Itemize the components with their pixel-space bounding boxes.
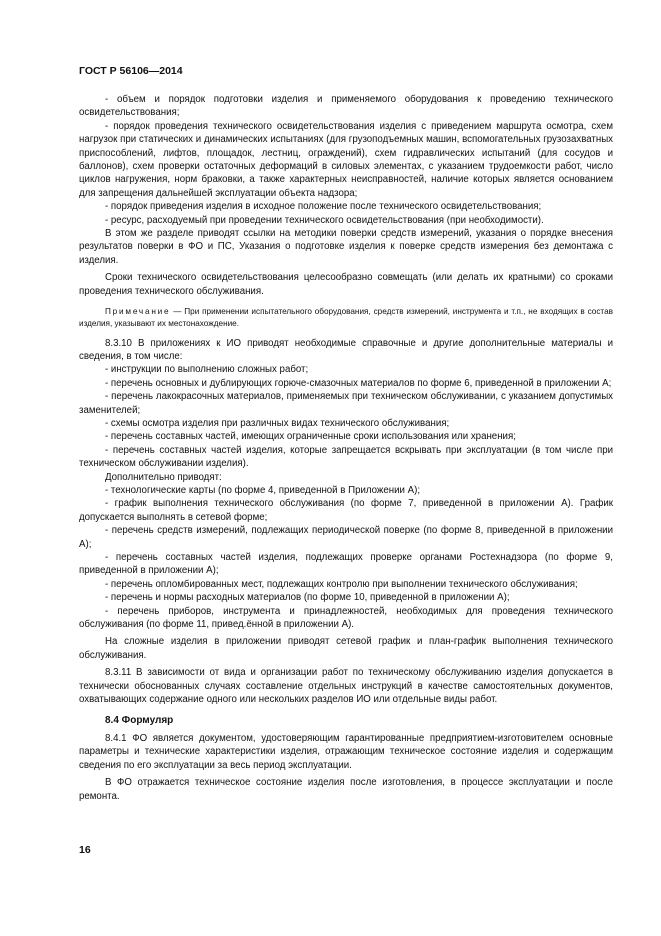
paragraph: 8.3.10 В приложениях к ИО приводят необходимые справочные и другие дополнительные материалы и сведения, в том числе: [79,337,613,362]
list-item: - перечень опломбированных мест, подлежащих контролю при выполнении технического обслуживания; [105,578,578,590]
section-title: 8.4 Формуляр [105,715,174,727]
list-item: - схемы осмотра изделия при различных видах технического обслуживания; [105,417,450,429]
list-item: - перечень и нормы расходных материалов (по форме 10, приведенной в приложении А); [105,592,510,604]
paragraph: 8.3.11 В зависимости от вида и организации работ по техническому обслуживанию изделия допускается в технически обоснованных случаях составление отдельных инструкций в качестве самостоятельных документов, охватывающих содержание одного или нескольких разделов ИО или отдельные виды работ. [79,667,613,706]
list-item: - график выполнения технического обслуживания (по форме 7, приведенной в приложении А). График допускается выполнять в сетевой форме; [79,498,613,523]
paragraph: - порядок проведения технического освидетельствования изделия с приведением маршрута осмотра, схем нагрузок при статических и динамических испытаниях (для грузоподъемных машин, вспомогательных грузозахватных приспособлений, лифтов, площадок, лестниц, ограждений), схем гидравлических испытаний (для сосудов и баллонов), схем проверки остаточных деформаций в силовых элементах, с указанием трудоемкости работ, число циклов нагружения, норм браковки, а также характерных неисправностей, наличие которых является основанием для запрещения дальнейшей эксплуатации объекта надзора; [79,120,613,199]
note-text: — При применении испытательного оборудования, средств измерений, инструмента и т.п., не входящих в состав изделия, указывают их местонахождение. [79,307,613,329]
page-number: 16 [79,844,91,856]
paragraph: 8.4.1 ФО является документом, удостоверяющим гарантированные предприятием-изготовителем основные параметры и технические характеристики изделия, отражающим техническое состояние изделия и содержащим сведения по его эксплуатации за весь период эксплуатации. [79,732,613,771]
paragraph: В этом же разделе приводят ссылки на методики поверки средств измерений, указания о порядке внесения результатов поверки в ФО и ПС, Указания о подготовке изделия к поверке средств измерения без демонтажа с изделия. [79,228,613,266]
list-item: - перечень приборов, инструмента и принадлежностей, необходимых для проведения технического обслуживания (по форме 11, привед.ённой в приложении А). [79,605,613,631]
paragraph: Сроки технического освидетельствования целесообразно совмещать (или делать их кратными) со сроками проведения технического обслуживания. [79,272,613,297]
list-item: - перечень основных и дублирующих горюче-смазочных материалов по форме 6, приведенной в приложении А; [105,377,612,389]
document-header: ГОСТ Р 56106—2014 [79,65,183,77]
paragraph: - ресурс, расходуемый при проведении технического освидетельствования (при необходимости). [105,214,544,226]
list-item: - перечень составных частей, имеющих ограниченные сроки использования или хранения; [105,431,516,443]
list-item: - перечень средств измерений, подлежащих периодической поверке (по форме 8, приведенной в приложении А); [79,525,613,550]
list-item: - инструкции по выполнению сложных работ; [105,364,309,376]
paragraph: В ФО отражается техническое состояние изделия после изготовления, в процессе эксплуатации и после ремонта. [79,777,613,802]
list-item: - перечень лакокрасочных материалов, применяемых при техническом обслуживании, с указанием допустимых заменителей; [79,391,613,416]
note [79,306,613,330]
list-item: - перечень составных частей изделия, которые запрещается вскрывать при эксплуатации (в том числе при техническом обслуживании изделия). [79,444,613,470]
note-label: Примечание [105,307,171,317]
paragraph: - объем и порядок подготовки изделия и применяемого оборудования к проведению технического освидетельствования; [79,94,613,119]
list-item: - перечень составных частей изделия, подлежащих проверке органами Ростехнадзора (по форме 9, приведенной в приложении А); [79,552,613,577]
list-item: - технологические карты (по форме 4, приведенной в Приложении А); [105,484,421,496]
paragraph: Дополнительно приводят: [105,471,222,483]
paragraph: На сложные изделия в приложении приводят сетевой график и план-график выполнения технического обслуживания. [79,636,613,661]
page-body [79,93,613,803]
paragraph: - порядок приведения изделия в исходное положение после технического освидетельствования; [105,201,542,213]
